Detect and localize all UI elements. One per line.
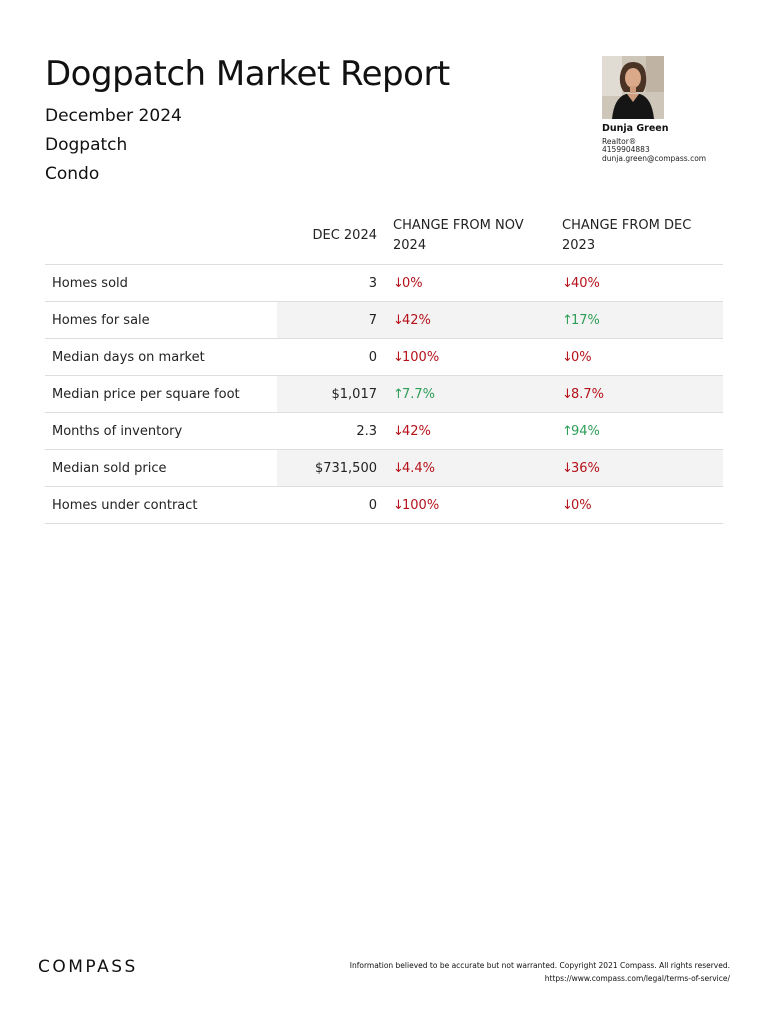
header-metric bbox=[45, 208, 277, 265]
row-change-month bbox=[385, 302, 554, 339]
change-percent: 100% bbox=[402, 349, 440, 365]
change-indicator bbox=[562, 461, 600, 476]
row-change-month bbox=[385, 450, 554, 487]
arrow-up-icon: ↑ bbox=[562, 312, 573, 328]
report-title: Dogpatch Market Report bbox=[45, 54, 450, 94]
row-metric-label: Median days on market bbox=[45, 339, 277, 376]
table-body bbox=[45, 265, 723, 524]
agent-photo bbox=[602, 56, 664, 119]
change-indicator bbox=[393, 276, 423, 291]
report-neighborhood: Dogpatch bbox=[45, 135, 128, 155]
change-percent: 0% bbox=[402, 275, 423, 291]
change-indicator bbox=[562, 313, 600, 328]
arrow-down-icon: ↓ bbox=[562, 497, 573, 513]
row-current-value: 7 bbox=[277, 302, 385, 339]
arrow-down-icon: ↓ bbox=[393, 275, 404, 291]
row-change-month bbox=[385, 413, 554, 450]
header-current-period: DEC 2024 bbox=[277, 208, 385, 265]
arrow-down-icon: ↓ bbox=[562, 275, 573, 291]
change-percent: 4.4% bbox=[402, 460, 436, 476]
row-current-value: 0 bbox=[277, 487, 385, 524]
table-row bbox=[45, 339, 723, 376]
report-property-type: Condo bbox=[45, 164, 100, 184]
row-change-month bbox=[385, 265, 554, 302]
change-indicator bbox=[393, 387, 435, 402]
terms-link[interactable]: https://www.compass.com/legal/terms-of-service/ bbox=[544, 974, 730, 983]
row-current-value: $731,500 bbox=[277, 450, 385, 487]
change-percent: 0% bbox=[571, 497, 592, 513]
table-row bbox=[45, 413, 723, 450]
market-stats-table bbox=[45, 208, 723, 524]
table-row bbox=[45, 450, 723, 487]
row-change-year bbox=[554, 376, 723, 413]
change-indicator bbox=[562, 498, 592, 513]
row-change-year bbox=[554, 487, 723, 524]
change-percent: 100% bbox=[402, 497, 440, 513]
agent-name: Dunja Green bbox=[602, 123, 669, 134]
arrow-down-icon: ↓ bbox=[562, 386, 573, 402]
change-indicator bbox=[393, 350, 439, 365]
row-current-value: 3 bbox=[277, 265, 385, 302]
row-current-value: $1,017 bbox=[277, 376, 385, 413]
change-indicator bbox=[393, 424, 431, 439]
arrow-down-icon: ↓ bbox=[393, 423, 404, 439]
arrow-down-icon: ↓ bbox=[393, 312, 404, 328]
agent-role: Realtor® bbox=[602, 137, 637, 146]
row-change-year bbox=[554, 339, 723, 376]
row-metric-label: Homes under contract bbox=[45, 487, 277, 524]
row-change-year bbox=[554, 413, 723, 450]
row-current-value: 0 bbox=[277, 339, 385, 376]
disclaimer-text: Information believed to be accurate but not warranted. Copyright 2021 Compass. All rights reserved. bbox=[349, 961, 730, 970]
arrow-down-icon: ↓ bbox=[393, 460, 404, 476]
table-header-row bbox=[45, 208, 723, 265]
row-metric-label: Months of inventory bbox=[45, 413, 277, 450]
arrow-down-icon: ↓ bbox=[562, 349, 573, 365]
arrow-up-icon: ↑ bbox=[393, 386, 404, 402]
change-indicator bbox=[562, 350, 592, 365]
report-period: December 2024 bbox=[45, 106, 182, 126]
header-change-year: CHANGE FROM DEC 2023 bbox=[554, 208, 723, 265]
agent-phone: 4159904883 bbox=[602, 145, 650, 154]
change-indicator bbox=[562, 387, 604, 402]
change-percent: 42% bbox=[402, 312, 431, 328]
agent-email[interactable]: dunja.green@compass.com bbox=[602, 154, 707, 163]
change-percent: 40% bbox=[571, 275, 600, 291]
row-change-month bbox=[385, 339, 554, 376]
table-row bbox=[45, 487, 723, 524]
row-metric-label: Homes sold bbox=[45, 265, 277, 302]
row-change-year bbox=[554, 302, 723, 339]
change-percent: 7.7% bbox=[402, 386, 436, 402]
change-percent: 0% bbox=[571, 349, 592, 365]
arrow-down-icon: ↓ bbox=[393, 349, 404, 365]
change-percent: 17% bbox=[571, 312, 600, 328]
change-indicator bbox=[393, 461, 435, 476]
arrow-up-icon: ↑ bbox=[562, 423, 573, 439]
change-indicator bbox=[393, 498, 439, 513]
change-indicator bbox=[393, 313, 431, 328]
row-current-value: 2.3 bbox=[277, 413, 385, 450]
arrow-down-icon: ↓ bbox=[393, 497, 404, 513]
change-percent: 42% bbox=[402, 423, 431, 439]
row-metric-label: Median sold price bbox=[45, 450, 277, 487]
change-indicator bbox=[562, 424, 600, 439]
row-metric-label: Median price per square foot bbox=[45, 376, 277, 413]
table-row bbox=[45, 302, 723, 339]
row-metric-label: Homes for sale bbox=[45, 302, 277, 339]
row-change-year bbox=[554, 450, 723, 487]
row-change-month bbox=[385, 376, 554, 413]
change-indicator bbox=[562, 276, 600, 291]
row-change-year bbox=[554, 265, 723, 302]
arrow-down-icon: ↓ bbox=[562, 460, 573, 476]
compass-logo: COMPASS bbox=[38, 957, 138, 977]
table-row bbox=[45, 376, 723, 413]
row-change-month bbox=[385, 487, 554, 524]
change-percent: 36% bbox=[571, 460, 600, 476]
change-percent: 8.7% bbox=[571, 386, 605, 402]
header-change-month: CHANGE FROM NOV 2024 bbox=[385, 208, 554, 265]
change-percent: 94% bbox=[571, 423, 600, 439]
table-row bbox=[45, 265, 723, 302]
